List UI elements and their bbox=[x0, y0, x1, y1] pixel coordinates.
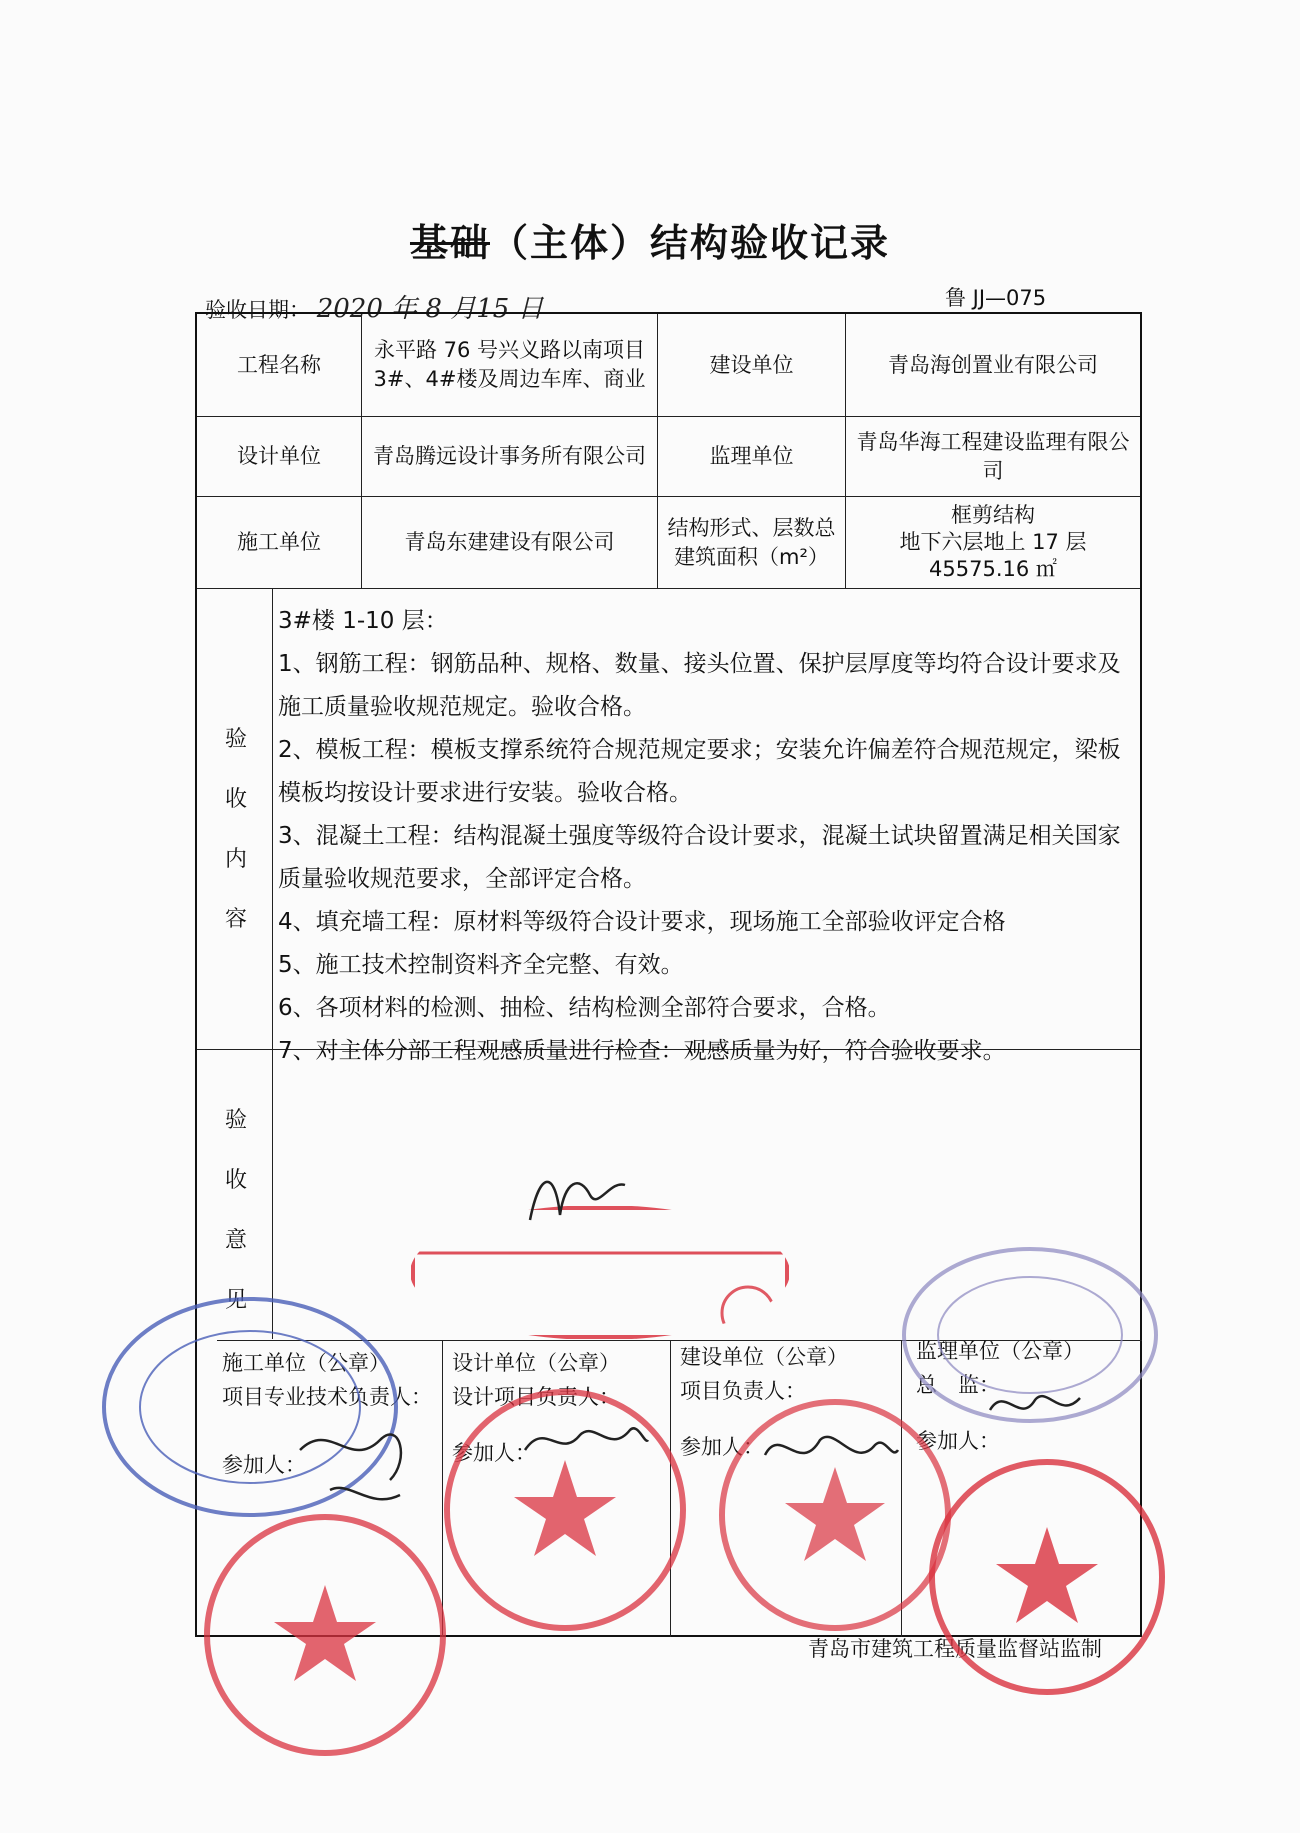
inspection-label-4: 容 bbox=[224, 907, 247, 932]
opinion-signature bbox=[520, 1160, 630, 1230]
opinion-label-1: 验 bbox=[224, 1108, 247, 1133]
constructor-label: 施工单位 bbox=[197, 497, 362, 589]
content-line-5: 5、施工技术控制资料齐全完整、有效。 bbox=[278, 952, 684, 978]
footer-text: 青岛市建筑工程质量监督站监制 bbox=[808, 1637, 1102, 1661]
structure-info bbox=[846, 497, 1140, 589]
date-value: 2020 年 8 月15 日 bbox=[316, 294, 544, 324]
supervision-handwritten-signature bbox=[985, 1380, 1085, 1430]
supervisor-label: 监理单位 bbox=[658, 417, 846, 497]
inspection-content bbox=[278, 600, 1138, 1073]
form-code: 鲁 JJ—075 bbox=[945, 286, 1047, 310]
construction-handwritten-signature bbox=[290, 1410, 420, 1520]
title-rest: （主体）结构验收记录 bbox=[490, 221, 891, 265]
designer-label: 设计单位 bbox=[197, 417, 362, 497]
supervision-title: 监理单位（公章） bbox=[916, 1339, 1084, 1363]
opinion-label-4: 见 bbox=[224, 1288, 247, 1313]
page-title bbox=[0, 212, 1300, 267]
builder-title: 建设单位（公章） bbox=[680, 1345, 848, 1369]
structure-type: 框剪结构 bbox=[951, 503, 1035, 527]
inspection-label-cell bbox=[197, 589, 273, 1050]
builder-handwritten-signature bbox=[760, 1420, 900, 1480]
construction-title: 施工单位（公章） bbox=[222, 1351, 390, 1375]
construction-role: 项目专业技术负责人： bbox=[222, 1385, 432, 1409]
construction-participant: 参加人： bbox=[222, 1453, 306, 1477]
builder-participant: 参加人： bbox=[680, 1435, 764, 1459]
builder-name: 青岛海创置业有限公司 bbox=[846, 314, 1140, 417]
inspection-label-1: 验 bbox=[224, 727, 247, 752]
structure-area: 45575.16 ㎡ bbox=[929, 557, 1057, 581]
supervision-role: 总 监： bbox=[916, 1373, 1000, 1397]
designer-name: 青岛腾远设计事务所有限公司 bbox=[362, 417, 658, 497]
content-line-7: 7、对主体分部工程观感质量进行检查：观感质量为好，符合验收要求。 bbox=[278, 1038, 1006, 1064]
title-strike: 基础 bbox=[409, 221, 490, 265]
design-handwritten-signature bbox=[520, 1410, 650, 1470]
project-name-label: 工程名称 bbox=[197, 314, 362, 417]
content-line-1: 1、钢筋工程：钢筋品种、规格、数量、接头位置、保护层厚度等均符合设计要求及施工质量验收规范规定。验收合格。 bbox=[278, 651, 1121, 720]
project-name: 永平路 76 号兴义路以南项目 3#、4#楼及周边车库、商业 bbox=[362, 314, 658, 417]
builder-role: 项目负责人： bbox=[680, 1379, 806, 1403]
date-label: 验收日期： bbox=[205, 298, 310, 322]
design-participant: 参加人： bbox=[452, 1441, 536, 1465]
builder-label: 建设单位 bbox=[658, 314, 846, 417]
supervision-company-seal bbox=[925, 1455, 1170, 1700]
design-title: 设计单位（公章） bbox=[452, 1351, 620, 1375]
opinion-label-3: 意 bbox=[224, 1228, 247, 1253]
inspection-label-2: 收 bbox=[224, 787, 247, 812]
structure-floors: 地下六层地上 17 层 bbox=[899, 530, 1087, 554]
inspection-label-3: 内 bbox=[224, 847, 247, 872]
content-line-3: 3、混凝土工程：结构混凝土强度等级符合设计要求，混凝土试块留置满足相关国家质量验收规范要求，全部评定合格。 bbox=[278, 823, 1121, 892]
supervision-participant: 参加人： bbox=[916, 1429, 1000, 1453]
design-role: 设计项目负责人： bbox=[452, 1385, 620, 1409]
structure-label: 结构形式、层数总建筑面积（m²） bbox=[658, 497, 846, 589]
opinion-label-2: 收 bbox=[224, 1168, 247, 1193]
constructor-name: 青岛东建建设有限公司 bbox=[362, 497, 658, 589]
content-line-0: 3#楼 1-10 层： bbox=[278, 608, 448, 634]
construction-company-seal bbox=[200, 1510, 450, 1760]
content-line-2: 2、模板工程：模板支撑系统符合规范规定要求；安装允许偏差符合规范规定，梁板模板均按设计要求进行安装。验收合格。 bbox=[278, 737, 1121, 806]
supervisor-name: 青岛华海工程建设监理有限公司 bbox=[846, 417, 1140, 497]
content-line-6: 6、各项材料的检测、抽检、结构检测全部符合要求，合格。 bbox=[278, 995, 891, 1021]
content-line-4: 4、填充墙工程：原材料等级符合设计要求，现场施工全部验收评定合格 bbox=[278, 909, 1006, 935]
